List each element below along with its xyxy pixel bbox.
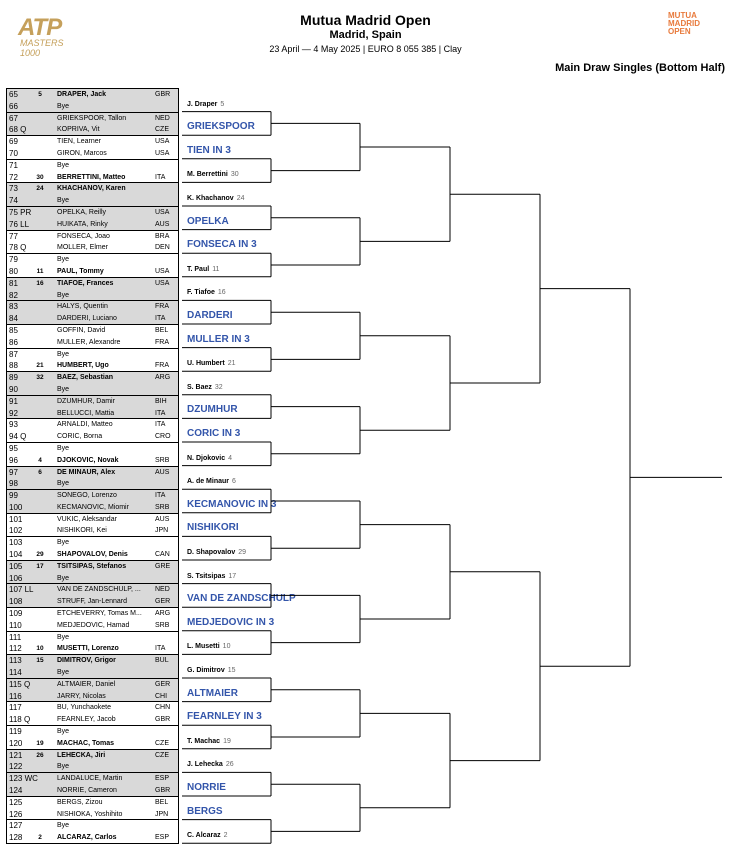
winner-name: F. Tiafoe — [187, 289, 215, 297]
player-name: TIEN, Learner — [57, 138, 101, 146]
player-seed: 4 — [38, 456, 42, 464]
winner-seed: 29 — [238, 549, 247, 556]
player-name: BAEZ, Sebastian — [57, 374, 114, 382]
winner-seed: 24 — [236, 195, 245, 202]
draw-title: Main Draw Singles (Bottom Half) — [555, 62, 725, 74]
player-seed: 5 — [38, 91, 42, 98]
player-nationality: GER — [155, 680, 171, 688]
player-seed: 2 — [38, 834, 42, 842]
player-name: KECMANOVIC, Miomir — [57, 503, 129, 511]
player-name: BU, Yunchaokete — [57, 704, 111, 712]
player-name: BERGS, Zizou — [57, 798, 103, 806]
player-nationality: CAN — [155, 551, 170, 559]
player-nationality: CZE — [155, 126, 169, 134]
player-name: DIMITROV, Grigor — [57, 657, 116, 665]
player-number: 114 — [9, 668, 22, 678]
player-number: 81 — [9, 278, 18, 288]
player-name: Bye — [57, 102, 70, 110]
winner-name: VAN DE ZANDSCHULP — [187, 593, 296, 605]
player-number: 78 Q — [9, 243, 27, 253]
player-name: HALYS, Quentin — [57, 303, 108, 311]
winner-name: NORRIE — [187, 782, 226, 793]
winner-name: U. Humbert — [187, 360, 225, 368]
player-seed: 19 — [36, 739, 44, 747]
winner-name: CORIC IN 3 — [187, 428, 241, 439]
player-number: 109 — [9, 609, 23, 619]
player-nationality: BIH — [155, 397, 167, 405]
player-nationality: ITA — [155, 645, 166, 653]
player-number: 86 — [9, 337, 18, 347]
player-name: GOFFIN, David — [57, 326, 106, 334]
player-number: 104 — [9, 550, 23, 560]
player-name: GRIEKSPOOR, Tallon — [57, 114, 127, 122]
player-seed: 21 — [36, 362, 44, 370]
player-name: Bye — [57, 385, 70, 393]
player-name: Bye — [57, 291, 70, 299]
player-name: Bye — [57, 633, 70, 641]
player-number: 83 — [9, 302, 18, 312]
winner-name: G. Dimitrov — [187, 667, 225, 674]
player-nationality: CHI — [155, 692, 168, 700]
player-name: ALTMAIER, Daniel — [57, 680, 116, 688]
player-number: 87 — [9, 349, 18, 359]
player-name: MEDJEDOVIC, Hamad — [57, 621, 130, 629]
player-name: SHAPOVALOV, Denis — [57, 551, 128, 559]
player-number: 85 — [9, 325, 18, 335]
player-number: 107 LL — [9, 585, 34, 595]
player-number: 66 — [9, 101, 18, 111]
player-name: KOPRIVA, Vit — [57, 126, 100, 134]
player-name: Bye — [57, 480, 70, 488]
winner-seed: 2 — [223, 832, 228, 840]
player-nationality: USA — [155, 279, 170, 287]
player-number: 98 — [9, 479, 18, 489]
player-name: Bye — [57, 350, 70, 358]
player-nationality: ESP — [155, 775, 170, 783]
winner-name: TIEN IN 3 — [187, 144, 231, 156]
player-name: JARRY, Nicolas — [57, 692, 106, 700]
player-number: 77 — [9, 231, 18, 241]
player-nationality: AUS — [155, 468, 170, 476]
player-number: 68 Q — [9, 125, 27, 135]
player-name: Bye — [57, 728, 70, 736]
player-number: 96 — [9, 455, 18, 465]
player-number: 103 — [9, 538, 23, 548]
player-number: 125 — [9, 797, 23, 807]
player-name: Bye — [57, 763, 70, 771]
player-number: 113 — [9, 656, 22, 666]
winner-name: C. Alcaraz — [187, 832, 221, 840]
player-number: 119 — [9, 727, 22, 737]
player-number: 93 — [9, 420, 18, 430]
player-number: 94 Q — [9, 432, 27, 442]
winner-seed: 6 — [232, 478, 236, 486]
tournament-info: 23 April — 4 May 2025 | EURO 8 055 385 | Clay — [269, 44, 462, 54]
player-number: 80 — [9, 266, 18, 276]
winner-name: J. Draper — [187, 100, 218, 108]
winner-name: FONSECA IN 3 — [187, 239, 257, 251]
player-name: Bye — [57, 197, 70, 205]
player-nationality: CHN — [155, 704, 171, 712]
player-name: DRAPER, Jack — [57, 91, 107, 98]
player-nationality: CRO — [155, 433, 171, 441]
winner-name: M. Berrettini — [187, 171, 228, 179]
player-nationality: ESP — [155, 834, 170, 842]
player-name: VUKIC, Aleksandar — [57, 515, 117, 523]
winner-name: N. Djokovic — [187, 454, 226, 462]
player-number: 118 Q — [9, 715, 31, 725]
player-name: Bye — [57, 161, 70, 169]
player-nationality: GRE — [155, 562, 171, 570]
winner-name: NISHIKORI — [187, 522, 239, 534]
atp-logo-subtext: MASTERS 1000 — [20, 38, 64, 58]
player-name: ARNALDI, Matteo — [57, 421, 113, 429]
player-name: Bye — [57, 574, 70, 582]
winner-seed: 19 — [223, 737, 231, 745]
player-name: NISHIKORI, Kei — [57, 527, 107, 535]
player-nationality: GBR — [155, 716, 171, 724]
player-number: 97 — [9, 467, 18, 477]
player-nationality: ITA — [155, 409, 166, 417]
player-seed: 30 — [36, 173, 44, 181]
player-nationality: CZE — [155, 751, 169, 759]
player-nationality: BEL — [155, 798, 169, 806]
madrid-logo-line: MUTUA — [668, 11, 697, 20]
player-nationality: AUS — [155, 220, 170, 228]
winner-name: MULLER IN 3 — [187, 333, 250, 345]
winner-name: DZUMHUR — [187, 404, 238, 416]
winner-name: ALTMAIER — [187, 687, 238, 699]
winner-seed: 26 — [225, 761, 234, 769]
player-name: ALCARAZ, Carlos — [57, 834, 117, 842]
player-number: 69 — [9, 137, 18, 147]
winner-name: OPELKA — [187, 215, 229, 227]
player-name: KHACHANOV, Karen — [57, 185, 126, 193]
player-name: DE MINAUR, Alex — [57, 468, 116, 476]
player-number: 71 — [9, 160, 18, 170]
player-nationality: USA — [155, 267, 170, 275]
player-number: 111 — [9, 632, 22, 642]
winner-name: L. Musetti — [187, 643, 220, 651]
winner-seed: 32 — [214, 383, 223, 391]
player-nationality: SRB — [155, 456, 170, 464]
madrid-logo-line: OPEN — [668, 27, 691, 36]
winner-name: DARDERI — [187, 310, 233, 321]
player-name: Bye — [57, 444, 70, 452]
player-number: 120 — [9, 738, 23, 748]
player-number: 122 — [9, 762, 23, 772]
player-nationality: DEN — [155, 244, 170, 252]
player-name: DZUMHUR, Damir — [57, 397, 115, 405]
player-name: MACHAC, Tomas — [57, 739, 115, 747]
player-name: MOLLER, Elmer — [57, 244, 108, 252]
player-name: DARDERI, Luciano — [57, 315, 117, 323]
player-number: 106 — [9, 573, 23, 583]
player-number: 115 Q — [9, 679, 31, 689]
player-number: 127 — [9, 821, 23, 831]
player-number: 95 — [9, 443, 18, 453]
player-number: 75 PR — [9, 207, 32, 217]
player-seed: 17 — [36, 562, 44, 570]
player-number: 74 — [9, 196, 18, 206]
player-name: LANDALUCE, Martin — [57, 775, 123, 783]
player-nationality: GBR — [155, 787, 171, 795]
player-name: Bye — [57, 669, 70, 677]
winner-name: D. Shapovalov — [187, 549, 236, 556]
player-name: BELLUCCI, Mattia — [57, 409, 115, 417]
winner-name: GRIEKSPOOR — [187, 121, 255, 133]
player-name: FONSECA, Joao — [57, 232, 110, 240]
player-nationality: JPN — [155, 527, 169, 535]
player-name: Bye — [57, 539, 70, 547]
winner-name: KECMANOVIC IN 3 — [187, 498, 277, 510]
player-nationality: NED — [155, 586, 170, 594]
player-number: 73 — [9, 184, 18, 194]
player-name: HUIKATA, Rinky — [57, 220, 108, 228]
madrid-logo-line: MADRID — [668, 19, 700, 28]
player-number: 110 — [9, 620, 22, 630]
player-number: 92 — [9, 408, 18, 418]
player-name: Bye — [57, 256, 70, 264]
player-nationality: GER — [155, 598, 171, 606]
player-number: 99 — [9, 491, 18, 501]
player-number: 128 — [9, 833, 23, 843]
player-nationality: AUS — [155, 515, 170, 523]
player-seed: 16 — [36, 279, 44, 287]
player-name: BERRETTINI, Matteo — [57, 173, 126, 181]
player-name: HUMBERT, Ugo — [57, 362, 109, 370]
winner-name: T. Paul — [187, 265, 210, 273]
winner-seed: 10 — [222, 643, 231, 651]
player-name: OPELKA, Reilly — [57, 208, 107, 216]
player-seed: 15 — [36, 657, 44, 665]
player-number: 123 WC — [9, 774, 38, 784]
winner-name: K. Khachanov — [187, 195, 234, 202]
player-seed: 6 — [38, 468, 42, 476]
player-name: CORIC, Borna — [57, 433, 103, 441]
player-seed: 29 — [36, 551, 44, 559]
winner-seed: 5 — [220, 100, 225, 108]
player-nationality: USA — [155, 208, 170, 216]
player-nationality: ITA — [155, 421, 166, 429]
player-number: 72 — [9, 172, 18, 182]
atp-logo-text: ATP — [18, 14, 62, 41]
player-nationality: ARG — [155, 610, 171, 618]
player-number: 102 — [9, 526, 23, 536]
player-nationality: JPN — [155, 810, 169, 818]
player-number: 70 — [9, 148, 18, 158]
winner-name: T. Machac — [187, 737, 221, 745]
winner-name: S. Baez — [187, 383, 212, 391]
player-nationality: BUL — [155, 657, 169, 665]
player-name: LEHECKA, Jiri — [57, 751, 106, 759]
player-nationality: USA — [155, 138, 170, 146]
player-nationality: USA — [155, 149, 170, 157]
player-nationality: NED — [155, 114, 170, 122]
player-name: TSITSIPAS, Stefanos — [57, 562, 127, 570]
player-seed: 26 — [36, 751, 44, 759]
winner-name: FEARNLEY IN 3 — [187, 711, 262, 723]
winner-name: S. Tsitsipas — [187, 572, 226, 580]
player-nationality: ARG — [155, 374, 171, 382]
player-number: 76 LL — [9, 219, 30, 229]
winner-seed: 30 — [230, 171, 239, 179]
player-number: 124 — [9, 786, 23, 796]
player-number: 90 — [9, 384, 18, 394]
player-seed: 32 — [36, 374, 44, 382]
player-number: 79 — [9, 255, 18, 265]
player-nationality: FRA — [155, 338, 169, 346]
tournament-location: Madrid, Spain — [329, 29, 402, 41]
winner-seed: 16 — [217, 289, 226, 297]
player-name: SONEGO, Lorenzo — [57, 492, 117, 500]
winner-name: A. de Minaur — [187, 478, 230, 486]
player-number: 67 — [9, 113, 18, 123]
player-number: 126 — [9, 809, 23, 819]
player-name: Bye — [57, 822, 70, 830]
player-name: NISHIOKA, Yoshihito — [57, 810, 123, 818]
player-number: 105 — [9, 561, 23, 571]
player-number: 101 — [9, 514, 23, 524]
player-nationality: CZE — [155, 739, 169, 747]
player-nationality: ITA — [155, 492, 166, 500]
player-number: 89 — [9, 373, 18, 383]
player-number: 117 — [9, 703, 22, 713]
player-number: 88 — [9, 361, 18, 371]
player-name: DJOKOVIC, Novak — [57, 456, 119, 464]
winner-name: J. Lehecka — [187, 761, 223, 769]
player-number: 100 — [9, 502, 23, 512]
tournament-title: Mutua Madrid Open — [300, 12, 431, 28]
player-nationality: SRB — [155, 621, 170, 629]
player-name: GIRON, Marcos — [57, 149, 107, 157]
player-number: 82 — [9, 290, 18, 300]
player-seed: 11 — [36, 267, 44, 275]
player-nationality: SRB — [155, 503, 170, 511]
player-nationality: FRA — [155, 362, 169, 370]
player-nationality: BRA — [155, 232, 170, 240]
player-name: FEARNLEY, Jacob — [57, 716, 116, 724]
winner-seed: 15 — [227, 667, 236, 674]
player-number: 112 — [9, 644, 22, 654]
player-name: MULLER, Alexandre — [57, 338, 121, 346]
winner-seed: 11 — [212, 265, 220, 273]
player-nationality: ITA — [155, 173, 166, 181]
player-nationality: ITA — [155, 315, 166, 323]
player-number: 84 — [9, 314, 18, 324]
player-seed: 10 — [36, 645, 44, 653]
player-nationality: GBR — [155, 91, 171, 98]
player-name: ETCHEVERRY, Tomas M... — [57, 610, 142, 618]
player-number: 65 — [9, 90, 18, 99]
player-name: STRUFF, Jan-Lennard — [57, 598, 128, 606]
winner-seed: 4 — [228, 454, 233, 462]
winner-name: BERGS — [187, 805, 223, 817]
player-number: 91 — [9, 396, 18, 406]
player-name: VAN DE ZANDSCHULP, ... — [57, 586, 141, 594]
player-nationality: BEL — [155, 326, 169, 334]
player-name: MUSETTI, Lorenzo — [57, 645, 119, 653]
player-number: 116 — [9, 691, 22, 701]
player-name: PAUL, Tommy — [57, 267, 104, 275]
player-name: NORRIE, Cameron — [57, 787, 117, 795]
winner-seed: 21 — [227, 360, 236, 368]
winner-name: MEDJEDOVIC IN 3 — [187, 616, 275, 628]
player-seed: 24 — [36, 185, 44, 193]
player-number: 108 — [9, 597, 23, 607]
player-nationality: FRA — [155, 303, 169, 311]
winner-seed: 17 — [228, 572, 237, 580]
player-name: TIAFOE, Frances — [57, 279, 114, 287]
player-number: 121 — [9, 750, 23, 760]
